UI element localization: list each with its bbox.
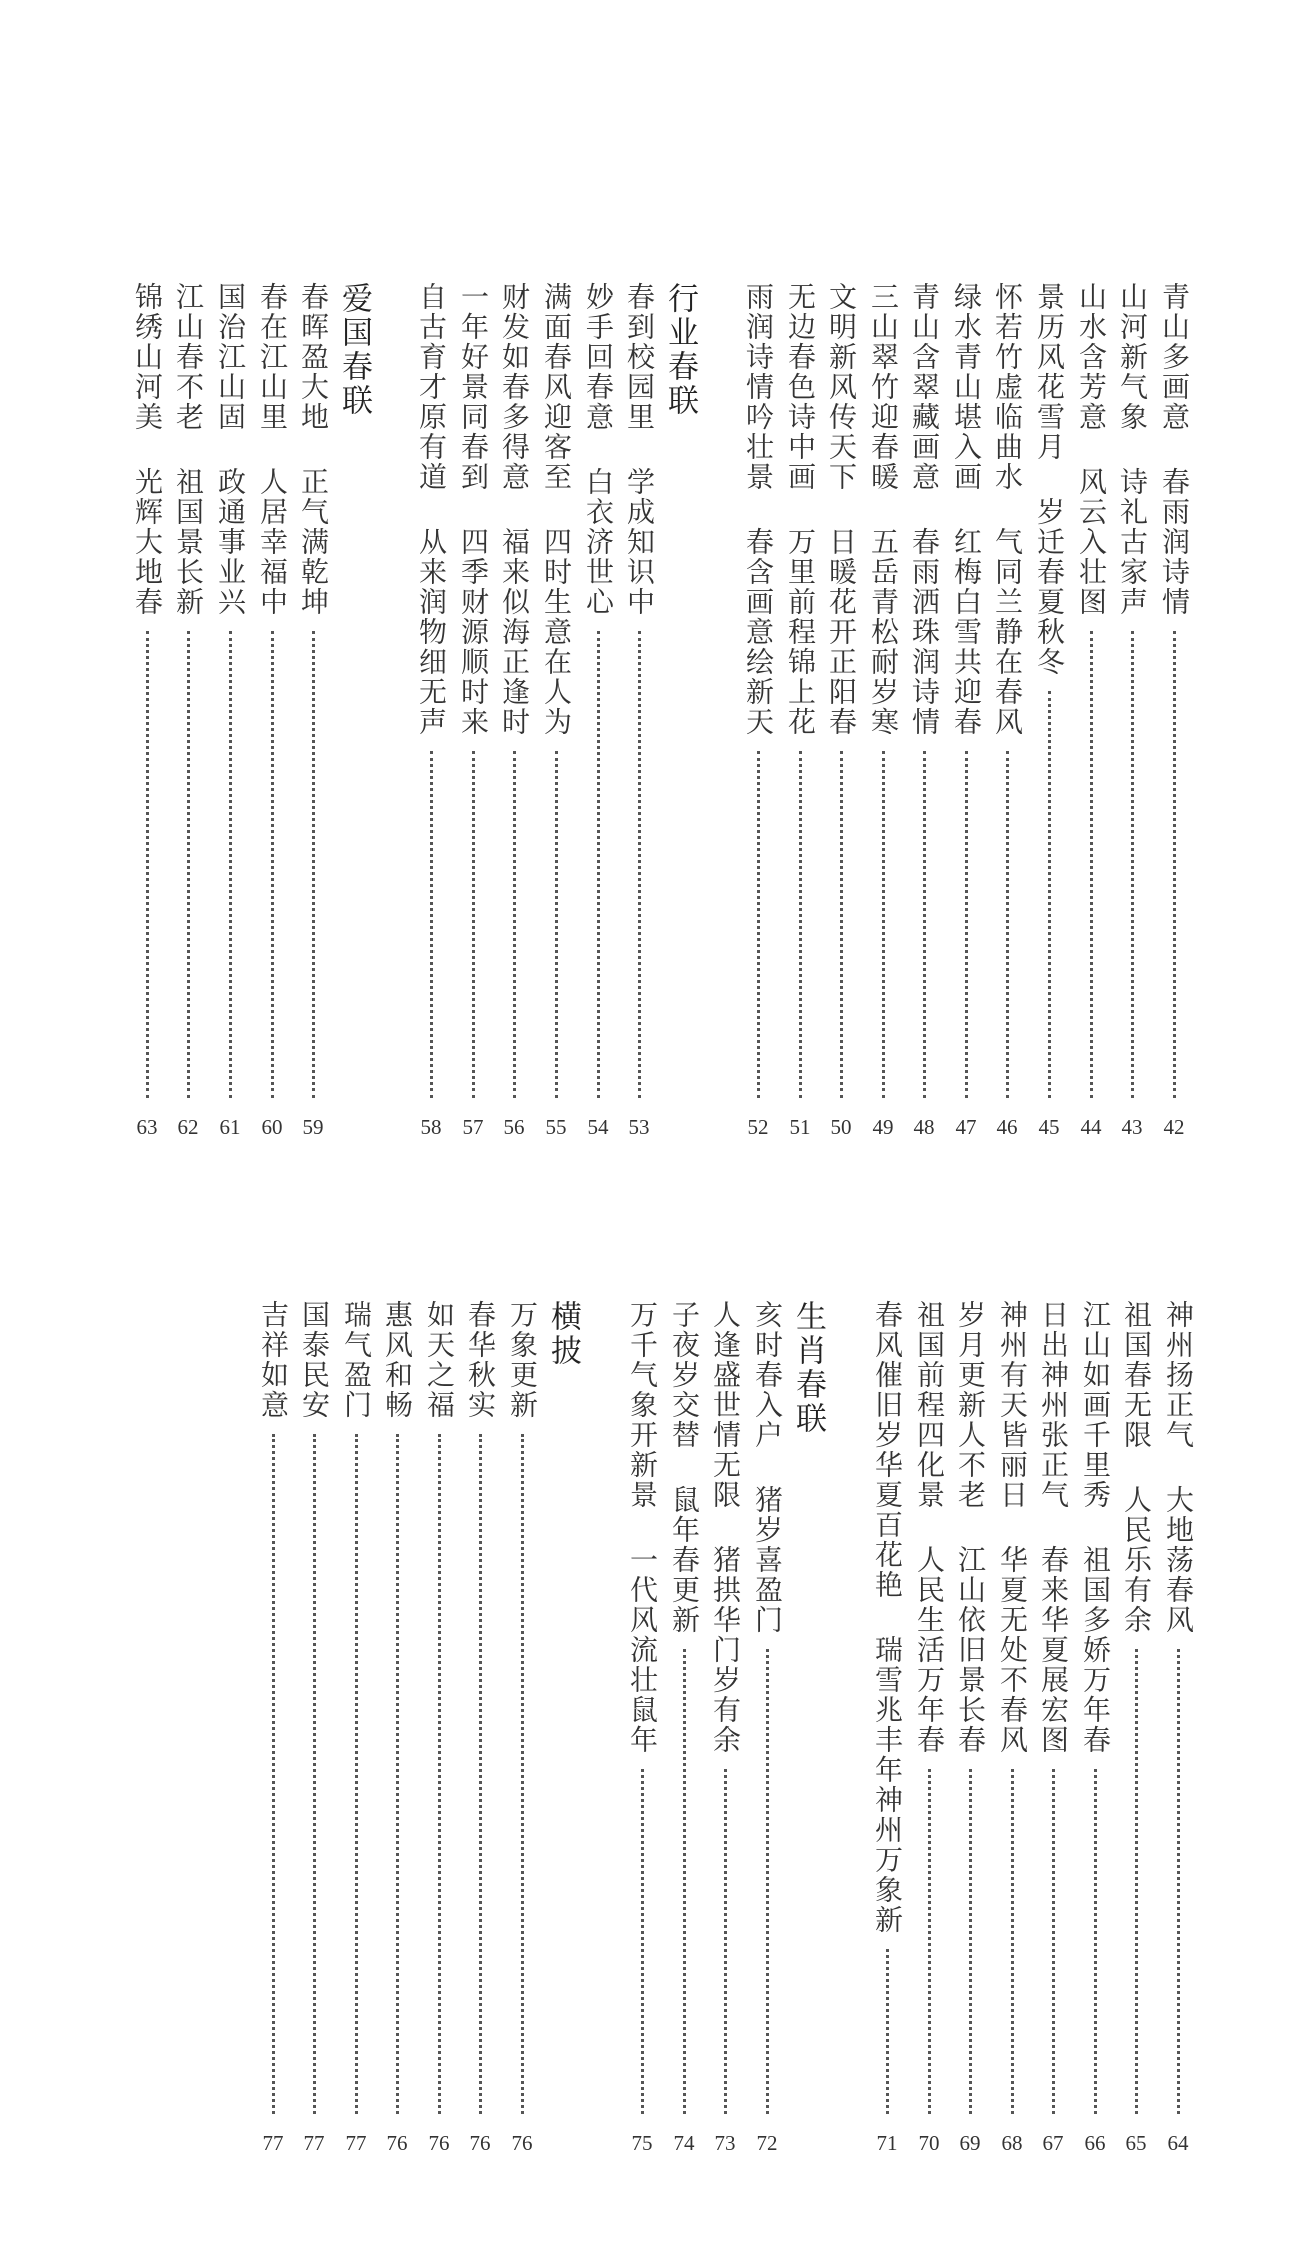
toc-page-number: 77 [262,2131,284,2155]
toc-page-number: 59 [302,1115,324,1139]
toc-entry-title: 财发如春多得意 福来似海正逢时 [498,282,531,737]
toc-entry-title: 山河新气象 诗礼古家声 [1116,282,1149,617]
toc-page-number: 77 [345,2131,367,2155]
toc-entry-title: 春华秋实 [464,1300,497,1420]
toc-page-number: 70 [918,2131,940,2155]
toc-page-number: 76 [386,2131,408,2155]
toc-entry-title: 怀若竹虚临曲水 气同兰静在春风 [991,282,1024,737]
toc-page-number: 64 [1167,2131,1189,2155]
toc-page-number: 50 [830,1115,852,1139]
toc-page-number: 74 [673,2131,695,2155]
dotted-leader [479,1434,482,2114]
dotted-leader [1048,691,1051,1098]
toc-entry-title: 春风催旧岁华夏百花艳 瑞雪兆丰年神州万象新 [871,1300,904,1935]
toc-page-number: 51 [789,1115,811,1139]
dotted-leader [886,1949,889,2114]
dotted-leader [638,631,641,1098]
toc-entry-title: 绿水青山堪入画 红梅白雪共迎春 [950,282,983,737]
toc-page-number: 77 [303,2131,325,2155]
toc-page-number: 45 [1038,1115,1060,1139]
dotted-leader [799,751,802,1098]
dotted-leader [1135,1649,1138,2114]
toc-page-number: 76 [428,2131,450,2155]
toc-entry-title: 国治江山固 政通事业兴 [214,282,247,617]
dotted-leader [272,1434,275,2114]
dotted-leader [969,1769,972,2114]
toc-page-number: 49 [872,1115,894,1139]
section-heading-text: 行业春联 [662,282,698,418]
toc-entry-title: 子夜岁交替 鼠年春更新 [668,1300,701,1635]
toc-entry-title: 一年好景同春到 四季财源顺时来 [457,282,490,737]
dotted-leader [1131,631,1134,1098]
toc-page-number: 75 [631,2131,653,2155]
toc-entry-title: 春到校园里 学成知识中 [623,282,656,617]
toc-page-number: 72 [756,2131,778,2155]
toc-entry-title: 江山如画千里秀 祖国多娇万年春 [1079,1300,1112,1755]
toc-entry-title: 日出神州张正气 春来华夏展宏图 [1037,1300,1070,1755]
toc-entry-title: 瑞气盈门 [340,1300,373,1420]
toc-entry-title: 祖国春无限 人民乐有余 [1120,1300,1153,1635]
toc-entry-title: 自古育才原有道 从来润物细无声 [415,282,448,737]
toc-page-number: 76 [511,2131,533,2155]
toc-page-number: 48 [913,1115,935,1139]
toc-page-number: 69 [959,2131,981,2155]
toc-page-number: 57 [462,1115,484,1139]
toc-entry-title: 三山翠竹迎春暖 五岳青松耐岁寒 [867,282,900,737]
dotted-leader [757,751,760,1098]
toc-page-number: 58 [420,1115,442,1139]
toc-entry-title: 岁月更新人不老 江山依旧景长春 [954,1300,987,1755]
toc-entry-title: 锦绣山河美 光辉大地春 [131,282,164,617]
dotted-leader [472,751,475,1098]
dotted-leader [146,631,149,1098]
dotted-leader [1011,1769,1014,2114]
toc-entry-title: 满面春风迎客至 四时生意在人为 [540,282,573,737]
dotted-leader [1090,631,1093,1098]
toc-entry-title: 祖国前程四化景 人民生活万年春 [913,1300,946,1755]
toc-entry-title: 青山多画意 春雨润诗情 [1158,282,1191,617]
toc-entry-title: 江山春不老 祖国景长新 [172,282,205,617]
dotted-leader [840,751,843,1098]
section-heading-text: 横披 [545,1300,581,1368]
toc-page-number: 62 [177,1115,199,1139]
dotted-leader [271,631,274,1098]
dotted-leader [312,631,315,1098]
dotted-leader [1094,1769,1097,2114]
toc-page-number: 44 [1080,1115,1102,1139]
toc-page-number: 68 [1001,2131,1023,2155]
toc-entry-title: 万象更新 [506,1300,539,1420]
dotted-leader [928,1769,931,2114]
toc-page-number: 42 [1163,1115,1185,1139]
toc-entry-title: 妙手回春意 白衣济世心 [582,282,615,617]
dotted-leader [683,1649,686,2114]
dotted-leader [229,631,232,1098]
dotted-leader [555,751,558,1098]
toc-entry-title: 青山含翠藏画意 春雨洒珠润诗情 [908,282,941,737]
toc-page-number: 73 [714,2131,736,2155]
toc-entry-title: 人逢盛世情无限 猪拱华门岁有余 [709,1300,742,1755]
toc-entry-title: 国泰民安 [298,1300,331,1420]
toc-entry-title: 神州扬正气 大地荡春风 [1162,1300,1195,1635]
dotted-leader [923,751,926,1098]
toc-entry-title: 吉祥如意 [257,1300,290,1420]
toc-entry-title: 春在江山里 人居幸福中 [256,282,289,617]
toc-page-number: 53 [628,1115,650,1139]
dotted-leader [521,1434,524,2114]
toc-entry-title: 亥时春入户 猪岁喜盈门 [751,1300,784,1635]
toc-page-number: 43 [1121,1115,1143,1139]
toc-entry-title: 万千气象开新景 一代风流壮鼠年 [626,1300,659,1755]
toc-page-number: 67 [1042,2131,1064,2155]
dotted-leader [430,751,433,1098]
dotted-leader [766,1649,769,2114]
toc-page-number: 60 [261,1115,283,1139]
section-heading-text: 爱国春联 [336,282,372,418]
toc-entry-title: 无边春色诗中画 万里前程锦上花 [784,282,817,737]
toc-entry-title: 景历风花雪月 岁迁春夏秋冬 [1033,282,1066,677]
toc-page-number: 47 [955,1115,977,1139]
dotted-leader [882,751,885,1098]
toc-page-number: 76 [469,2131,491,2155]
section-heading-text: 生肖春联 [790,1300,826,1436]
dotted-leader [965,751,968,1098]
dotted-leader [1006,751,1009,1098]
dotted-leader [396,1434,399,2114]
dotted-leader [641,1769,644,2114]
toc-entry-title: 山水含芳意 风云入壮图 [1075,282,1108,617]
toc-page-number: 71 [876,2131,898,2155]
toc-entry-title: 神州有天皆丽日 华夏无处不春风 [996,1300,1029,1755]
dotted-leader [513,751,516,1098]
toc-page-number: 63 [136,1115,158,1139]
toc-page-number: 66 [1084,2131,1106,2155]
toc-page-number: 52 [747,1115,769,1139]
toc-entry-title: 如天之福 [423,1300,456,1420]
toc-page-number: 61 [219,1115,241,1139]
dotted-leader [187,631,190,1098]
dotted-leader [1173,631,1176,1098]
dotted-leader [313,1434,316,2114]
toc-page-number: 54 [587,1115,609,1139]
toc-entry-title: 春晖盈大地 正气满乾坤 [297,282,330,617]
dotted-leader [724,1769,727,2114]
toc-page-number: 55 [545,1115,567,1139]
dotted-leader [355,1434,358,2114]
toc-page-number: 65 [1125,2131,1147,2155]
toc-page-number: 46 [996,1115,1018,1139]
toc-entry-title: 雨润诗情吟壮景 春含画意绘新天 [742,282,775,737]
dotted-leader [438,1434,441,2114]
dotted-leader [1177,1649,1180,2114]
dotted-leader [1052,1769,1055,2114]
toc-entry-title: 文明新风传天下 日暖花开正阳春 [825,282,858,737]
toc-entry-title: 惠风和畅 [381,1300,414,1420]
dotted-leader [597,631,600,1098]
toc-page-number: 56 [503,1115,525,1139]
